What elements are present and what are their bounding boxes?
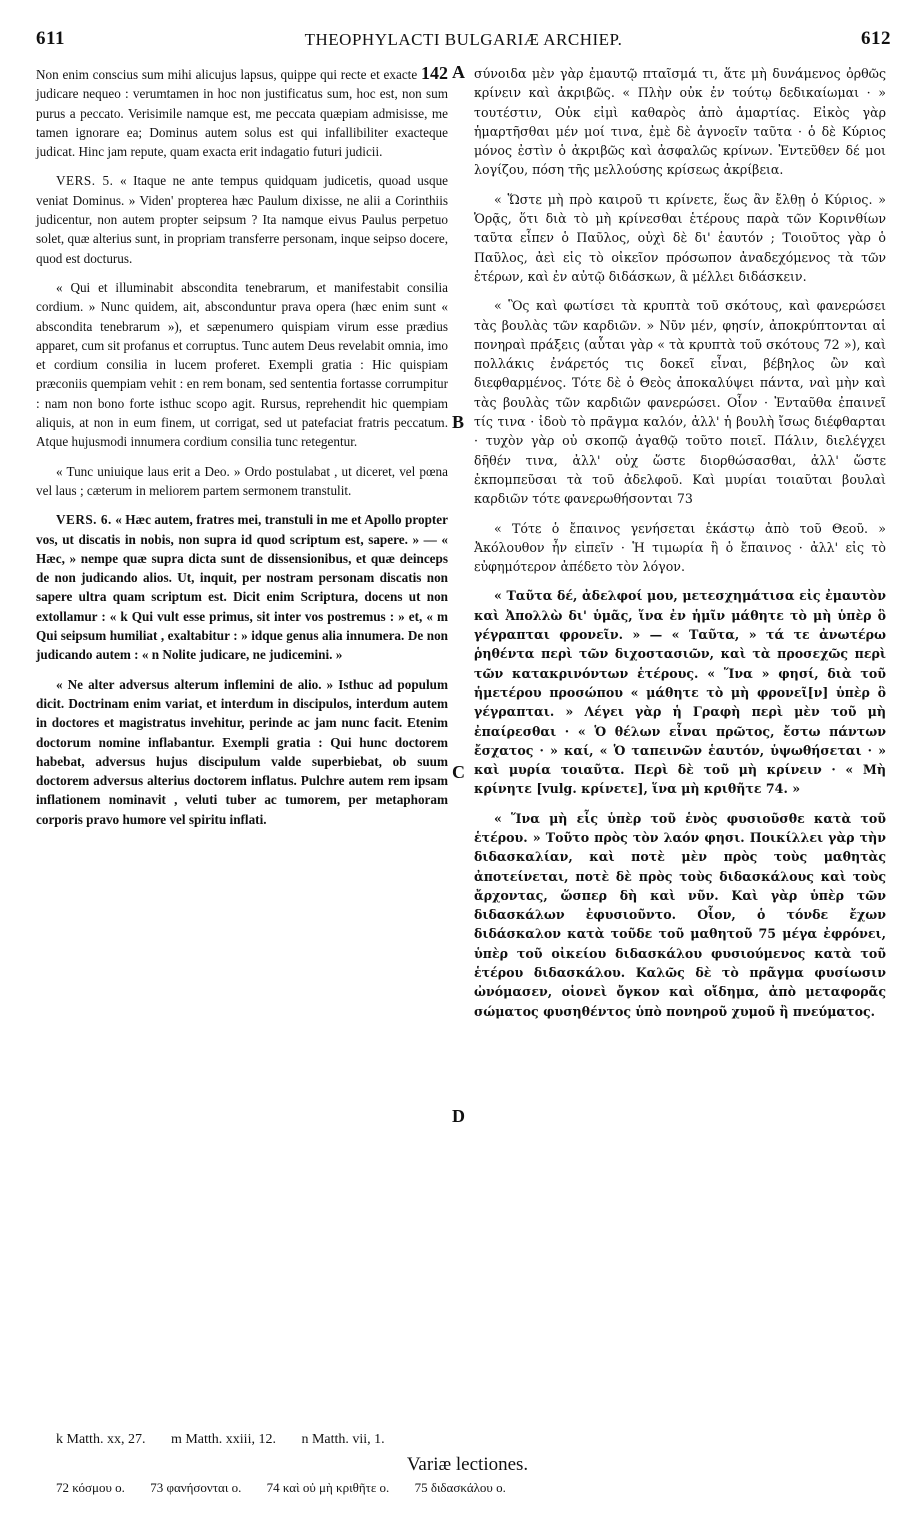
variant-73: 73 φανήσονται ο. [150, 1480, 242, 1495]
verse-marker: VERS. 6. [56, 512, 112, 528]
latin-paragraph: « Qui et illuminabit abscondita tenebrarum, et manifestabit consilia cordium. » Nunc quidem, ait, absconduntur prava opera (hæc enim sunt « abscondita tenebrarum »), et sæpenumero quispiam virum esse prædius apparet, cum sit profanus et corruptus. Tunc autem Deus revelabit omnia, imo et cordium consilia in lucem proferet. Exempli gratia : Hic quispiam præconiis quempiam vehit : en rem bonam, sed sententia fortasse corrumpitur : nam non bono forte isthuc scopo agit. Rursus, reprehendit hic quempiam aliquis, at non in eum finem, ut corrigat, sed ut patefaciat fratris peccatum. Atque hujusmodi innumera cordium consilia tunc retegentur. [36, 279, 448, 450]
margin-letter-d: D [452, 1106, 465, 1126]
footnote-k: k Matth. xx, 27. [56, 1432, 146, 1447]
variant-readings [56, 1480, 879, 1496]
margin-letter-c: C [452, 762, 465, 782]
footnote-n: n Matth. vii, 1. [301, 1432, 385, 1447]
latin-paragraph: « Tunc uniuique laus erit a Deo. » Ordo postulabat , ut diceret, vel pœna vel laus ; cæterum in meliorem partem sermonem transtulit. [36, 463, 448, 498]
greek-paragraph: « Τότε ὁ ἔπαινος γενήσεται ἑκάστῳ ἀπὸ τοῦ Θεοῦ. » Ἀκόλουθον ἦν εἰπεῖν · Ἡ τιμωρία ἢ ὁ ἔπαινος · ἀλλ' εἰς τὸ εὐφημότερον ἀπέδετο τὸν λόγον. [474, 520, 886, 575]
margin-letter-a: A [452, 62, 465, 82]
page-header [36, 28, 891, 58]
marginal-reference-number: 142 [421, 63, 448, 83]
variant-72: 72 κόσμου ο. [56, 1480, 125, 1495]
verse-marker: VERS. 5. [56, 173, 114, 189]
greek-column [474, 64, 886, 1031]
variant-75: 75 διδασκάλου ο. [414, 1480, 506, 1495]
latin-column [36, 64, 448, 839]
greek-paragraph: « Ἵνα μὴ εἷς ὑπὲρ τοῦ ἑνὸς φυσιοῦσθε κατὰ τοῦ ἑτέρου. » Τοῦτο πρὸς τὸν λαόν φησι. Ποικίλλει γὰρ τὴν διδασκαλίαν, καὶ ποτὲ μὲν πρὸς τοὺς μαθητὰς ἀποτείνεται, ποτὲ δὲ πρὸς τοὺς διδασκάλους καὶ τοὺς ἄρχοντας, ὥσπερ δὴ καὶ νῦν. Καὶ γὰρ ὑπὲρ τῶν διδασκάλων ἐφυσιοῦντο. Οἷον, ὁ τόνδε ἔχων διδάσκαλον κατὰ τοῦδε τοῦ μαθητοῦ 75 μέγα ἐφρόνει, ὑπὲρ τοῦ οἰκείου διδασκάλου φυσιούμενος κατὰ τοῦ ἑτέρου διδασκάλου. Καλῶς δὲ τὸ πρᾶγμα φυσίωσιν ὠνόμασεν, οἱονεὶ ὄγκον καὶ οἴδημα, ἀπὸ μεταφορᾶς σώματος φυσηθέντος ὑπὸ πονηροῦ χυμοῦ ἢ πνεύματος. [474, 810, 886, 1019]
footnote-m: m Matth. xxiii, 12. [170, 1432, 276, 1447]
page-number-left: 611 [36, 28, 65, 49]
latin-paragraph: VERS. 5. « Itaque ne ante tempus quidquam judicetis, quoad usque veniat Dominus. » Viden' propterea hæc Paulum dixisse, ne alii a Corinthiis judicentur, non autem propter seipsum ? Ita namque eivus Paulus perpetuo solet, quæ alterius sunt, in propriam transferre personam, inque seipso docere, quod est docturus. [36, 173, 449, 266]
variant-74: 74 καὶ οὐ μὴ κριθῆτε ο. [266, 1480, 390, 1495]
running-title: THEOPHYLACTI BULGARIÆ ARCHIEP. [304, 30, 623, 49]
scripture-references [56, 1432, 879, 1448]
latin-paragraph: « Ne alter adversus alterum inflemini de alio. » Isthuc ad populum dicit. Doctrinam enim variat, et interdum in discipulos, interdum autem in doctores et magistratus invehitur, perinde ac jam nunc facit. Etenim doctorum nomine inflabantur. Exempli gratia : Qui hunc doctorem habebat, adversus hujus discipulum valde superbiebat, ob suum doctorem adversus alterius doctorem inflatus. Pulchre autem rem ipsam inflationem nominavit , veluti tuber ac tumorem, per metaphoram corporis pravo humore vel spiritu inflati. [36, 676, 448, 827]
latin-paragraph: VERS. 6. « Hæc autem, fratres mei, transtuli in me et Apollo propter vos, ut discatis in nobis, non supra id quod scriptum est, sapere. » — « Hæc, » nempe quæ supra dicta sunt de dissensionibus, et quæ deinceps de non judicando alios. Ut, inquit, per nostram personam discatis non sapere ultra quam scriptum est. Dicit enim Scriptura, docens ut non extollamur : « k Qui vult esse primus, sit inter vos postremus : » et, « m Qui seipsum humiliat , exaltabitur : » idque genus alia innumera. De non judicando autem : « n Nolite judicare, ne judicemini. » [36, 512, 448, 663]
greek-paragraph: « Ταῦτα δέ, ἀδελφοί μου, μετεσχημάτισα εἰς ἐμαυτὸν καὶ Ἀπολλὼ δι' ὑμᾶς, ἵνα ἐν ἡμῖν μάθητε τὸ μὴ ὑπὲρ ὃ γέγραπται φρονεῖν. » — « Ταῦτα, » τά τε ἀνωτέρω ῥηθέντα περὶ τῶν διχοστασιῶν, καὶ τὰ προσεχῶς περὶ τῶν κατακρινόντων ἑτέρους. « Ἵνα » φησί, διὰ τοῦ ἡμετέρου προσώπου « μάθητε τὸ μὴ φρονεῖ[ν] ὑπὲρ ὃ γέγραπται. » Λέγει γὰρ ἡ Γραφὴ περὶ μὲν τοῦ μὴ ἐπαίρεσθαι · « Ὁ θέλων εἶναι πρῶτος, ἔστω πάντων ἔσχατος · » καί, « Ὁ ταπεινῶν ἑαυτόν, ὑψωθήσεται · » καὶ μυρία τοιαῦτα. Περὶ δὲ τοῦ μὴ κρίνειν · « Μὴ κρίνητε [vulg. κρίνετε], ἵνα μὴ κριθῆτε 74. » [474, 588, 886, 797]
greek-paragraph: σύνοιδα μὲν γὰρ ἐμαυτῷ πταῖσμά τι, ἅτε μὴ δυνάμενος ὀρθῶς κρίνειν καὶ ἀκριβῶς. « Πλὴν οὐκ ἐν τούτῳ δεδικαίωμαι · » τουτέστιν, Οὐκ εἰμὶ καθαρὸς ἀπὸ ἁμαρτίας. Εἰκὸς γὰρ ἡμαρτῆσθαι μέν μοί τινα, ἐμὲ δὲ ἀγνοεῖν ταῦτα · ὁ δὲ Κύριος μόνος ἐστὶν ὁ ἀκριβῶς καὶ ἀσφαλῶς κρίνων. Ἐντεῦθεν δέ μοι λογίζου, πόση τῆς μελλούσης κρίσεως ἀκρίβεια. [474, 66, 886, 178]
variae-lectiones-title: Variæ lectiones. [406, 1454, 529, 1475]
greek-paragraph: « Ὥστε μὴ πρὸ καιροῦ τι κρίνετε, ἕως ἂν ἔλθῃ ὁ Κύριος. » Ὁρᾷς, ὅτι διὰ τὸ μὴ κρίνεσθαι ἑτέρους παρὰ τῶν Κορινθίων ταῦτα εἶπεν ὁ Παῦλος, οὐχὶ δὲ δι' ἑαυτόν ; Τοιοῦτος γὰρ ὁ Παῦλος, ἀεὶ εἰς τὸ οἰκεῖον πρόσωπον ἀναδεχόμενος τὰ τῶν ἑτέρων, καὶ ἐν αὐτῷ διδάσκων, ἃ μέλλει διδάσκειν. [474, 191, 886, 284]
latin-paragraph: Non enim conscius sum mihi alicujus lapsus, quippe qui recte et exacte 142 judicare nequeo : verumtamen in hoc non justificatus sum, hoc est, non sum purus a peccato. Verisimile namque est, me peccata quæpiam admisisse, me tamen ignorare ea; Dominus autem solus est qui infallibiliter exacteque judicat. Hinc jam repute, quam exacta erit indagatio futuri judicii. [36, 63, 448, 160]
page-number-right: 612 [861, 28, 891, 49]
footnotes [56, 1432, 879, 1496]
greek-paragraph: « Ὃς καὶ φωτίσει τὰ κρυπτὰ τοῦ σκότους, καὶ φανερώσει τὰς βουλὰς τῶν καρδιῶν. » Νῦν μέν, φησίν, ἀποκρύπτονται αἱ πονηραὶ πράξεις (αὗται γὰρ « τὰ κρυπτὰ τοῦ σκότους 72 »), καὶ πολλάκις ἐνάρετός τις δοκεῖ εἶναι, βέβηλος ὢν καὶ διεφθαρμένος. Τότε δὲ ὁ Θεὸς ἀποκαλύψει πάντα, ναὶ μὴν καὶ τὰς βουλὰς τῶν καρδιῶν φανερώσει. Οἷον · Ἐνταῦθα ἐπαινεῖ τίς τινα · ἰδοὺ τὸ πρᾶγμα καλόν, ἀλλ' ἡ βουλὴ ἴσως διέφθαρται · τυχὸν γὰρ οὐ σκοπῷ ἀγαθῷ τοῦτο ποιεῖ. Πάλιν, διελέγχει δῆθέν τινα, ἀλλ' οὐχ ὥστε διορθώσασθαι, ἀλλ' ὥστε ἐκπομπεῦσαι τὰ τοῦ ἀδελφοῦ. Καὶ μυρίαι τοιαῦται βουλαὶ καρδιῶν τότε φανερωθήσονται 73 [474, 298, 886, 507]
margin-letter-b: B [452, 412, 465, 432]
